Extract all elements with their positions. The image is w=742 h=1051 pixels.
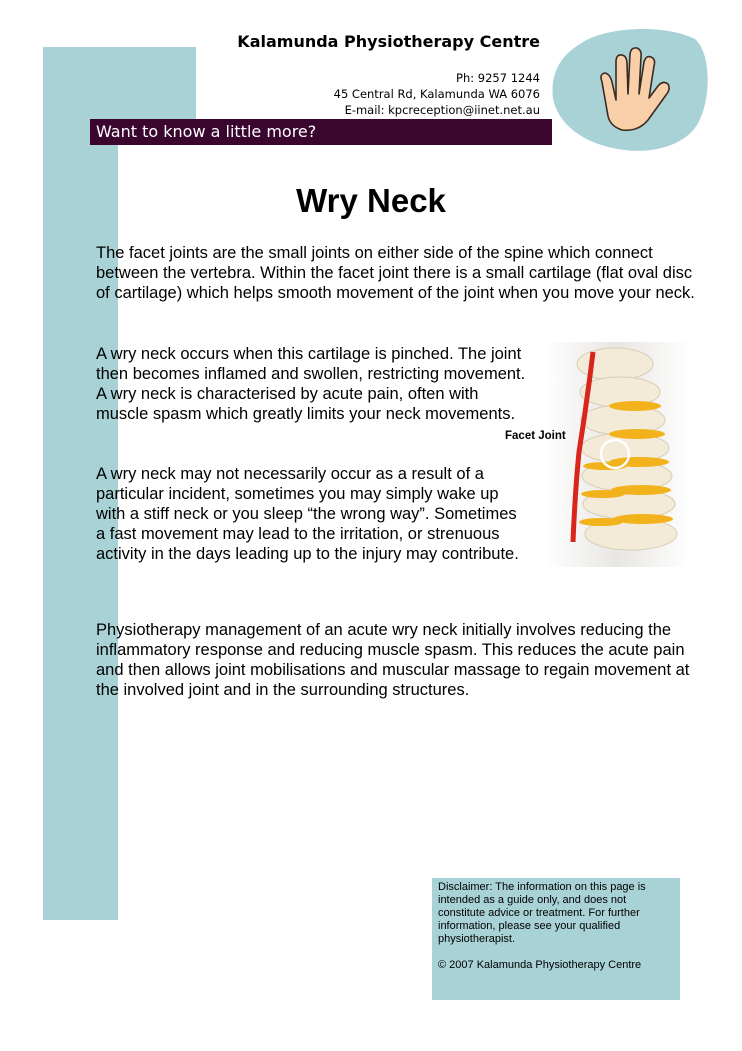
paragraph-management: Physiotherapy management of an acute wry neck initially involves reducing the inflammatory response and reducing muscle spasm. This reduces the acute pain and then allows joint mobilisations and muscular massage to regain movement at the involved joint and in the surrounding structures. bbox=[96, 621, 690, 699]
copyright-text: © 2007 Kalamunda Physiotherapy Centre bbox=[438, 959, 642, 971]
address: 45 Central Rd, Kalamunda WA 6076 bbox=[333, 87, 540, 101]
page-title: Wry Neck bbox=[296, 182, 446, 219]
paragraph-facet-joints: The facet joints are the small joints on either side of the spine which connect between the vertebra. Within the facet joint there is a small cartilage (flat oval disc of cartilage) which helps smooth movement of the joint when you move your neck. bbox=[96, 244, 695, 302]
email: E-mail: kpcreception@iinet.net.au bbox=[344, 103, 540, 117]
hand-logo-icon bbox=[550, 24, 710, 154]
sidebar-top-decoration bbox=[43, 47, 196, 127]
org-name: Kalamunda Physiotherapy Centre bbox=[237, 32, 540, 51]
disclaimer-text: Disclaimer: The information on this page is intended as a guide only, and does not constitute advice or treatment. For further information, please see your qualified physiotherapist. bbox=[438, 881, 646, 945]
spine-illustration bbox=[545, 342, 690, 567]
paragraph-incident: A wry neck may not necessarily occur as a result of a particular incident, sometimes you may simply wake up with a stiff neck or you sleep “the wrong way”. Sometimes a fast movement may lead to the irritation, or strenuous activity in the days leading up to the injury may contribute. bbox=[96, 465, 519, 563]
banner: Want to know a little more? bbox=[90, 119, 552, 145]
paragraph-wry-neck-cause: A wry neck occurs when this cartilage is pinched. The joint then becomes inflamed and swollen, restricting movement. A wry neck is characterised by acute pain, often with muscle spasm which greatly limits your neck movements. bbox=[96, 345, 526, 423]
phone: Ph: 9257 1244 bbox=[456, 71, 540, 85]
contact-block bbox=[334, 70, 540, 118]
facet-joint-label: Facet Joint bbox=[505, 430, 566, 442]
disclaimer-box bbox=[432, 878, 680, 1000]
